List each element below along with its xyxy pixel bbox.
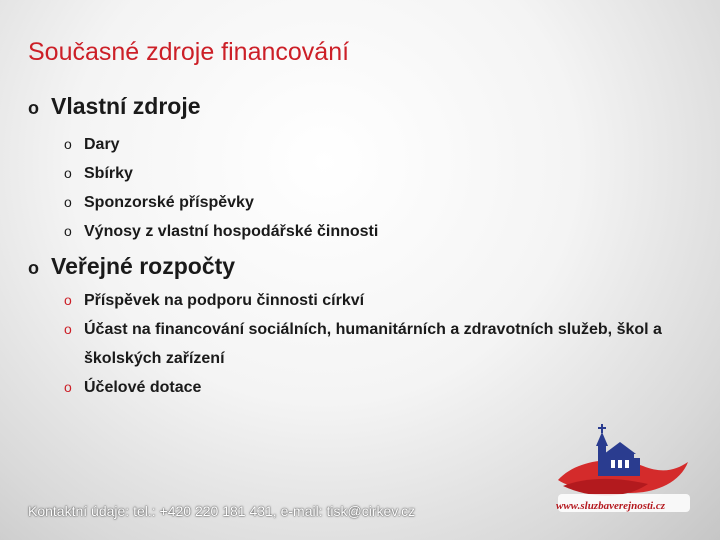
bullet-icon: o: [64, 136, 72, 152]
bullet-icon: o: [64, 223, 72, 239]
subitems-list: [64, 130, 378, 246]
section-heading: Veřejné rozpočty: [51, 253, 236, 279]
list-item: o Sponzorské příspěvky: [64, 188, 378, 217]
list-item: o Účast na financování sociálních, humanitárních a zdravotních služeb, škol a školských zařízení: [64, 315, 684, 373]
list-item: o Účelové dotace: [64, 373, 684, 402]
contact-footer: Kontaktní údaje: tel.: +420 220 181 431, e-mail: tisk@cirkev.cz: [28, 503, 416, 519]
section-heading: Vlastní zdroje: [51, 93, 201, 119]
bullet-icon: o: [64, 379, 72, 395]
slide-title: Současné zdroje financování: [28, 38, 350, 66]
bullet-icon: o: [64, 321, 72, 337]
bullet-icon: o: [28, 98, 39, 118]
list-item: o Sbírky: [64, 159, 378, 188]
section-verejne-rozpocty: [28, 253, 235, 280]
logo-url: www.sluzbaverejnosti.cz: [556, 500, 665, 512]
list-item: o Výnosy z vlastní hospodářské činnosti: [64, 217, 378, 246]
bullet-icon: o: [28, 258, 39, 278]
list-item: o Příspěvek na podporu činnosti církví: [64, 286, 684, 315]
bullet-icon: o: [64, 292, 72, 308]
section-vlastni-zdroje: [28, 93, 201, 120]
bullet-icon: o: [64, 165, 72, 181]
subitems-list: [64, 286, 684, 402]
bullet-icon: o: [64, 194, 72, 210]
list-item: o Dary: [64, 130, 378, 159]
